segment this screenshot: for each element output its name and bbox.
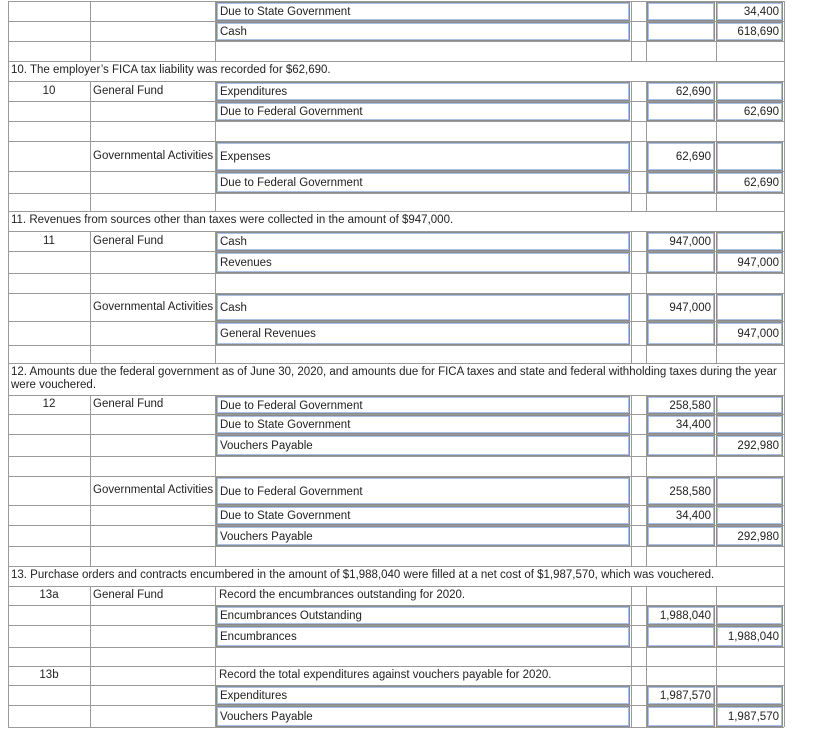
entry-instruction: Record the total expenditures against vouchers payable for 2020. [219,669,552,681]
debit-amount-field[interactable] [647,172,715,193]
column-divider [784,434,785,456]
column-divider [784,705,785,727]
account-title-field[interactable] [216,2,630,21]
account-title-field[interactable] [216,22,630,41]
column-divider [631,505,632,525]
credit-amount-field[interactable] [716,396,783,414]
column-divider [784,525,785,546]
transaction-description: 11. Revenues from sources other than taxes were collected in the amount of $947,000. [11,214,781,227]
column-divider [784,345,785,363]
column-divider [90,605,91,625]
account-title: Vouchers Payable [220,531,313,543]
column-divider [8,141,9,171]
row-divider [8,566,784,567]
column-divider [784,685,785,705]
debit-amount-field[interactable] [647,102,715,121]
column-divider [90,434,91,456]
column-divider [784,666,785,685]
credit-amount: 947,000 [737,328,779,340]
column-divider [215,666,216,685]
column-divider [784,395,785,414]
column-divider [8,456,9,476]
column-divider [215,121,216,141]
row-divider [8,211,784,212]
column-divider [784,193,785,211]
account-title-field[interactable] [216,172,630,193]
debit-amount-field[interactable] [647,415,715,434]
column-divider [784,211,785,231]
row-divider [8,456,784,457]
column-divider [90,505,91,525]
row-divider [8,41,784,42]
debit-amount-field[interactable] [647,706,715,727]
column-divider [8,605,9,625]
column-divider [631,171,632,193]
credit-amount-field[interactable] [716,686,783,705]
credit-amount-field[interactable] [716,526,783,546]
column-divider [215,273,216,293]
credit-amount-field[interactable] [716,626,783,647]
column-divider [784,41,785,61]
column-divider [8,101,9,121]
debit-amount-field[interactable] [647,232,715,251]
credit-amount-field[interactable] [716,232,783,251]
column-divider [631,141,632,171]
credit-amount-field[interactable] [716,477,783,505]
column-divider [784,251,785,273]
account-title-field[interactable] [216,415,630,434]
column-divider [646,41,647,61]
debit-amount-field[interactable] [647,477,715,505]
column-divider [8,61,9,81]
column-divider [631,546,632,566]
column-divider [784,171,785,193]
column-divider [90,414,91,434]
account-title-field[interactable] [216,626,630,647]
account-title: Due to State Government [220,419,351,431]
column-divider [784,476,785,505]
column-divider [784,456,785,476]
column-divider [90,231,91,251]
entry-number: 13a [39,589,59,601]
account-title: General Revenues [220,328,316,340]
column-divider [716,273,717,293]
column-divider [631,293,632,321]
column-divider [90,476,91,505]
column-divider [631,434,632,456]
account-title-field[interactable] [216,526,630,546]
column-divider [631,685,632,705]
account-title-field[interactable] [216,506,630,525]
credit-amount-field[interactable] [716,102,783,121]
column-divider [631,321,632,345]
column-divider [646,456,647,476]
column-divider [631,345,632,363]
column-divider [8,251,9,273]
row-divider [8,273,784,274]
column-divider [784,101,785,121]
transaction-description: 13. Purchase orders and contracts encumbered in the amount of $1,988,040 were filled at a net cost of $1,987,570, which was vouchered. [11,569,781,582]
column-divider [215,586,216,605]
column-divider [215,456,216,476]
column-divider [784,231,785,251]
column-divider [8,625,9,647]
column-divider [631,414,632,434]
account-title-field[interactable] [216,477,630,505]
credit-amount: 292,980 [737,440,779,452]
column-divider [90,101,91,121]
column-divider [784,605,785,625]
column-divider [90,21,91,41]
row-divider [8,727,784,728]
account-title-field[interactable] [216,396,630,414]
column-divider [90,171,91,193]
column-divider [8,21,9,41]
credit-amount-field[interactable] [716,22,783,41]
account-title-field[interactable] [216,606,630,625]
entry-number: 12 [42,398,56,410]
account-title-field[interactable] [216,102,630,121]
credit-amount-field[interactable] [716,82,783,101]
credit-amount-field[interactable] [716,252,783,273]
column-divider [716,546,717,566]
column-divider [631,395,632,414]
debit-amount-field[interactable] [647,22,715,41]
column-divider [646,273,647,293]
account-title: Expenditures [220,690,288,702]
column-divider [784,566,785,586]
account-title-field[interactable] [216,142,630,171]
entry-number: 10 [42,85,56,97]
debit-amount-field[interactable] [647,294,715,321]
account-title-field[interactable] [216,294,630,321]
credit-amount-field[interactable] [716,415,783,434]
debit-amount-field[interactable] [647,526,715,546]
account-title: Cash [220,236,247,248]
debit-amount-field[interactable] [647,506,715,525]
account-title: Cash [220,302,247,314]
fund-label: General Fund [93,235,164,247]
column-divider [8,705,9,727]
column-divider [646,345,647,363]
column-divider [646,586,647,605]
column-divider [716,666,717,685]
column-divider [8,41,9,61]
column-divider [8,414,9,434]
row-divider [8,121,784,122]
row-divider [8,666,784,667]
debit-amount-field[interactable] [647,435,715,456]
column-divider [631,586,632,605]
column-divider [784,363,785,395]
column-divider [8,171,9,193]
column-divider [784,61,785,81]
credit-amount-field[interactable] [716,322,783,345]
column-divider [8,345,9,363]
column-divider [90,685,91,705]
credit-amount: 34,400 [743,6,779,18]
row-divider [8,345,784,346]
account-title: Due to Federal Government [220,486,363,498]
fund-label: Governmental Activities [93,150,214,162]
column-divider [631,647,632,666]
credit-amount: 947,000 [737,257,779,269]
column-divider [90,625,91,647]
column-divider [646,193,647,211]
column-divider [90,395,91,414]
column-divider [784,21,785,41]
debit-amount: 62,690 [675,151,711,163]
debit-amount-field[interactable] [647,142,715,171]
row-divider [8,647,784,648]
column-divider [8,1,9,21]
column-divider [631,81,632,101]
debit-amount: 947,000 [669,236,711,248]
column-divider [90,456,91,476]
column-divider [90,251,91,273]
column-divider [784,273,785,293]
debit-amount-field[interactable] [647,606,715,625]
row-divider [8,61,784,62]
entry-number: 13b [39,669,59,681]
column-divider [631,193,632,211]
row-divider [8,586,784,587]
credit-amount: 1,987,570 [727,711,779,723]
debit-amount: 62,690 [675,86,711,98]
column-divider [8,273,9,293]
column-divider [90,293,91,321]
column-divider [631,705,632,727]
debit-amount: 1,988,040 [659,610,711,622]
debit-amount-field[interactable] [647,252,715,273]
row-divider [8,193,784,194]
debit-amount-field[interactable] [647,2,715,21]
column-divider [215,345,216,363]
column-divider [90,546,91,566]
account-title: Expenditures [220,86,288,98]
column-divider [631,121,632,141]
column-divider [8,321,9,345]
column-divider [8,193,9,211]
column-divider [631,625,632,647]
column-divider [90,666,91,685]
debit-amount: 947,000 [669,302,711,314]
column-divider [8,685,9,705]
debit-amount-field[interactable] [647,82,715,101]
column-divider [646,647,647,666]
fund-label: Governmental Activities [93,301,214,313]
column-divider [784,647,785,666]
transaction-description: 12. Amounts due the federal government as of June 30, 2020, and amounts due for FICA taxes and state and federal withholding taxes during the year were vouchered. [11,366,781,392]
column-divider [631,251,632,273]
column-divider [646,666,647,685]
column-divider [784,293,785,321]
credit-amount-field[interactable] [716,706,783,727]
column-divider [90,41,91,61]
column-divider [8,434,9,456]
column-divider [631,231,632,251]
account-title: Encumbrances [220,631,297,643]
column-divider [90,586,91,605]
column-divider [215,41,216,61]
account-title-field[interactable] [216,706,630,727]
column-divider [8,293,9,321]
account-title-field[interactable] [216,322,630,345]
column-divider [631,476,632,505]
column-divider [8,363,9,395]
account-title: Expenses [220,151,271,163]
column-divider [90,345,91,363]
column-divider [716,586,717,605]
account-title-field[interactable] [216,252,630,273]
column-divider [631,605,632,625]
column-divider [8,566,9,586]
account-title-field[interactable] [216,232,630,251]
column-divider [631,273,632,293]
credit-amount: 1,988,040 [727,631,779,643]
column-divider [784,321,785,345]
account-title: Vouchers Payable [220,711,313,723]
column-divider [631,525,632,546]
column-divider [784,121,785,141]
column-divider [90,273,91,293]
account-title: Due to State Government [220,6,351,18]
column-divider [90,121,91,141]
credit-amount-field[interactable] [716,435,783,456]
column-divider [784,414,785,434]
credit-amount: 62,690 [743,106,779,118]
column-divider [8,121,9,141]
account-title-field[interactable] [216,435,630,456]
column-divider [8,546,9,566]
debit-amount: 258,580 [669,486,711,498]
debit-amount-field[interactable] [647,322,715,345]
debit-amount: 34,400 [675,419,711,431]
credit-amount: 292,980 [737,531,779,543]
account-title: Due to Federal Government [220,400,363,412]
column-divider [8,505,9,525]
column-divider [90,705,91,727]
entry-instruction: Record the encumbrances outstanding for 2020. [219,589,466,601]
debit-amount: 34,400 [675,510,711,522]
account-title: Due to Federal Government [220,106,363,118]
debit-amount: 258,580 [669,400,711,412]
column-divider [8,647,9,666]
account-title: Revenues [220,257,272,269]
debit-amount-field[interactable] [647,686,715,705]
credit-amount-field[interactable] [716,142,783,171]
fund-label: Governmental Activities [93,484,214,496]
column-divider [784,625,785,647]
column-divider [90,81,91,101]
fund-label: General Fund [93,398,164,410]
column-divider [646,121,647,141]
column-divider [784,81,785,101]
column-divider [8,525,9,546]
column-divider [90,321,91,345]
column-divider [646,546,647,566]
credit-amount-field[interactable] [716,2,783,21]
column-divider [716,41,717,61]
column-divider [215,546,216,566]
column-divider [631,41,632,61]
account-title: Due to State Government [220,510,351,522]
account-title: Due to Federal Government [220,177,363,189]
credit-amount-field[interactable] [716,606,783,625]
account-title: Cash [220,26,247,38]
debit-amount: 1,987,570 [659,690,711,702]
column-divider [716,121,717,141]
credit-amount-field[interactable] [716,506,783,525]
column-divider [631,101,632,121]
column-divider [8,211,9,231]
column-divider [631,21,632,41]
column-divider [215,193,216,211]
credit-amount-field[interactable] [716,294,783,321]
column-divider [90,647,91,666]
credit-amount-field[interactable] [716,172,783,193]
column-divider [90,525,91,546]
column-divider [215,647,216,666]
column-divider [90,1,91,21]
row-divider [8,546,784,547]
column-divider [631,1,632,21]
column-divider [784,586,785,605]
column-divider [784,1,785,21]
column-divider [631,456,632,476]
transaction-description: 10. The employer’s FICA tax liability was recorded for $62,690. [11,64,781,77]
row-divider [8,363,784,364]
column-divider [716,345,717,363]
fund-label: General Fund [93,85,164,97]
column-divider [716,456,717,476]
account-title-field[interactable] [216,82,630,101]
debit-amount-field[interactable] [647,626,715,647]
credit-amount: 618,690 [737,26,779,38]
column-divider [716,647,717,666]
column-divider [784,141,785,171]
account-title-field[interactable] [216,686,630,705]
column-divider [716,193,717,211]
column-divider [90,193,91,211]
fund-label: General Fund [93,589,164,601]
entry-number: 11 [43,235,55,247]
credit-amount: 62,690 [743,177,779,189]
account-title: Encumbrances Outstanding [220,610,362,622]
column-divider [90,141,91,171]
column-divider [784,505,785,525]
account-title: Vouchers Payable [220,440,313,452]
debit-amount-field[interactable] [647,396,715,414]
column-divider [784,546,785,566]
column-divider [8,476,9,505]
column-divider [631,666,632,685]
